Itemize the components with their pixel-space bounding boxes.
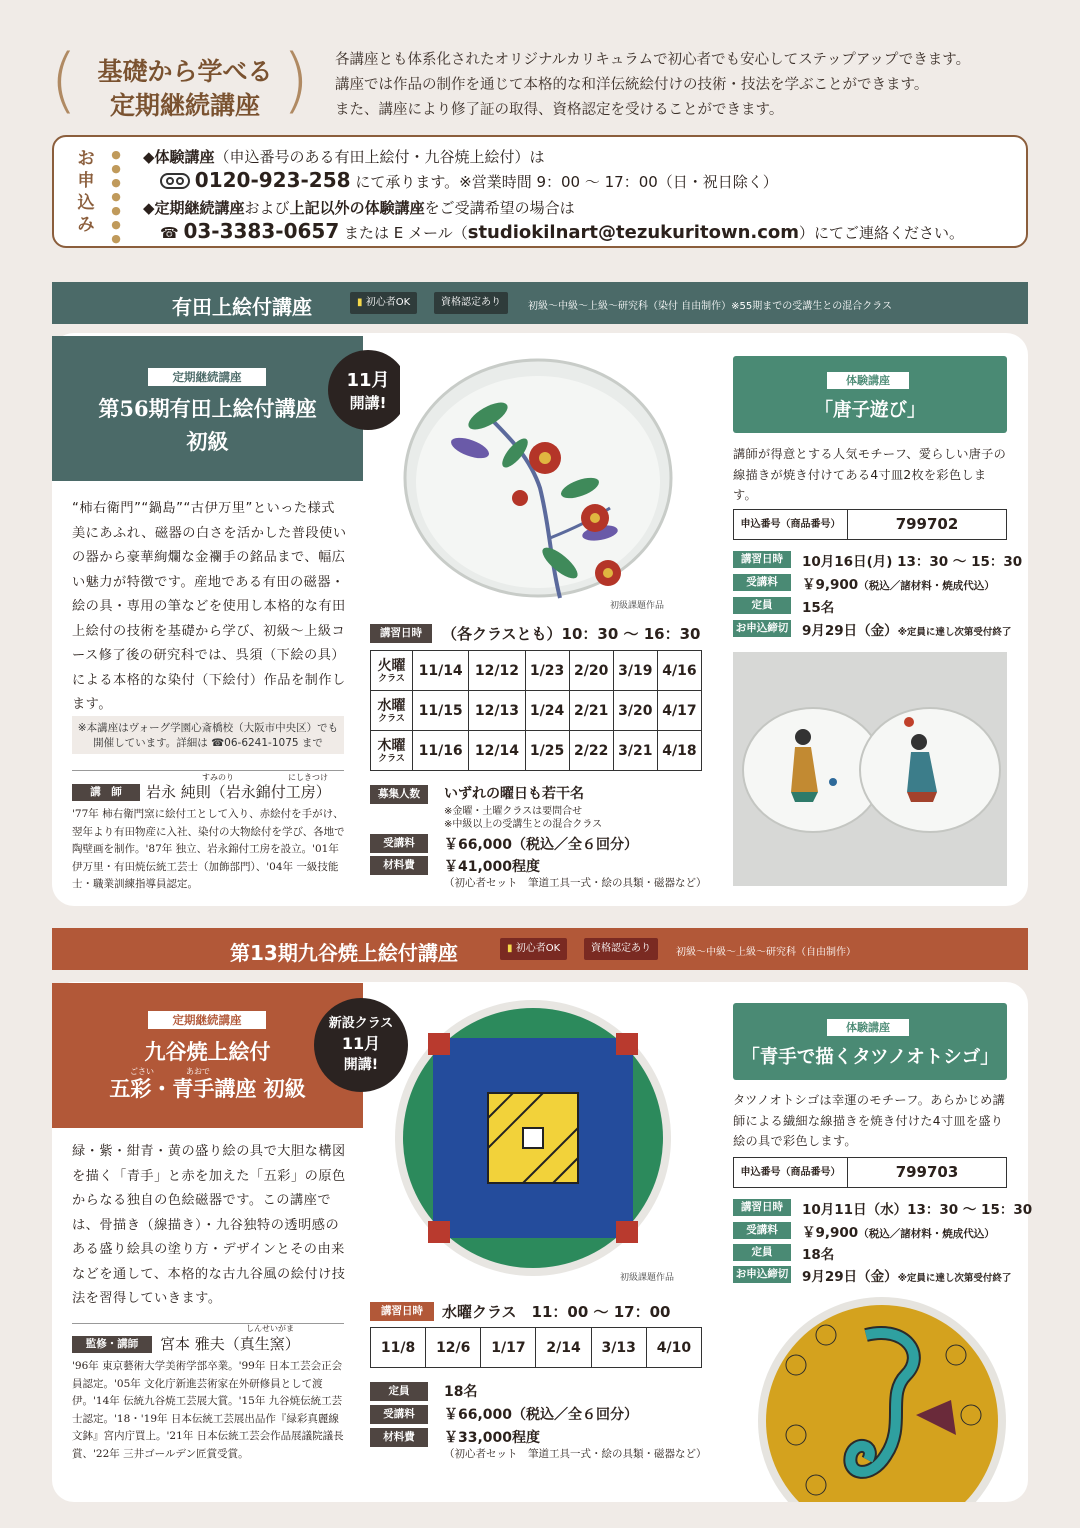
apply-label-char: お	[77, 149, 95, 169]
free-dial-icon	[160, 173, 190, 189]
trial-fee-note: （税込／諸材料・焼成代込）	[858, 580, 995, 592]
material-value: ￥33,000程度	[444, 1430, 541, 1446]
arita-bar-title: 有田上絵付講座	[172, 295, 312, 319]
apply-regular-label: ◆定期継続講座	[143, 199, 245, 217]
certification-badge: 資格認定あり	[434, 292, 508, 314]
schedule-row	[371, 731, 702, 771]
email-tail: ）にてご連絡ください。	[799, 224, 965, 242]
certification-badge: 資格認定あり	[584, 938, 658, 960]
teacher-bio: '77年 柿右衛門窯に絵付工として入り、赤絵付を手がけ、翌年より有田物産に入社、染付の大物絵付を学び、各地で陶壁画を制作。'87年 独立、岩永錦付工房を設立。'01年 伊万里・有田焼伝統工芸士（加飾部門）、'04年 一級技能士・職業訓練指導員認定。	[72, 808, 345, 890]
date-cell: 1/24	[525, 691, 569, 731]
date-cell: 2/20	[569, 651, 613, 691]
date-cell: 11/16	[413, 731, 469, 771]
divider	[72, 1323, 344, 1324]
material-note: （初心者セット 筆道工具一式・絵の具類・磁器など）	[444, 877, 707, 889]
date-cell: 4/16	[657, 651, 701, 691]
trial-number: 799702	[895, 515, 959, 533]
freedial-number[interactable]: 0120-923-258	[194, 168, 351, 192]
beginner-badge	[500, 938, 567, 960]
trial-capacity: 15名	[802, 600, 835, 616]
day-cell	[371, 731, 413, 771]
date-cell: 1/25	[525, 731, 569, 771]
apply-label-char: 申	[77, 171, 95, 191]
apply-line-1	[143, 146, 545, 167]
date-cell: 2/22	[569, 731, 613, 771]
right-bracket: )	[282, 39, 310, 121]
fee-label: 受講料	[370, 1405, 428, 1424]
teacher-ruby: しんせいがま	[246, 1324, 294, 1333]
arita-course-level: 初級	[186, 429, 229, 454]
arita-course-name: 第56期有田上絵付講座	[98, 396, 317, 421]
date-cell: 11/14	[413, 651, 469, 691]
day-sub: クラス	[378, 713, 405, 724]
trial-name: 「唐子遊び」	[814, 400, 926, 421]
arita-photo-caption: 初級課題作品	[610, 601, 665, 611]
trial-number: 799703	[895, 1163, 959, 1181]
arita-schedule-label: 講習日時	[370, 624, 432, 643]
recruit-note: ※金曜・土曜クラスは要問合せ	[444, 806, 583, 817]
apply-trial-label: ◆体験講座	[143, 148, 215, 166]
arita-description: “柿右衛門”“鍋島”“古伊万里”といった様式美にあふれ、磁器の白さを活かした普段使いの器から豪華絢爛な金襴手の銘品まで、幅広い魅力が特徴です。産地である有田の磁器・絵の具・専用の筆などを使用し本格的な有田上絵付の技術を基礎から学び、初級〜上級コース修了後の研究科では、呉須（下絵の具）による本格的な染付（下絵付）作品を制作します。	[72, 501, 347, 712]
teacher-label: 監修・講師	[72, 1336, 152, 1353]
fee-value: ￥66,000（税込／全６回分）	[444, 1407, 639, 1423]
apply-label	[72, 148, 100, 236]
material-label: 材料費	[370, 856, 428, 875]
teacher-ruby: にしきつけ	[288, 773, 328, 782]
trial-fee	[802, 573, 995, 593]
kutani-course-name: 九谷焼上絵付	[144, 1039, 271, 1064]
trial-fee-label: 受講料	[733, 1222, 791, 1239]
day-cell	[371, 691, 413, 731]
email-link[interactable]: studiokilnart@tezukuritown.com	[467, 222, 800, 243]
beginner-badge-label: 初心者OK	[365, 297, 411, 308]
kutani-photo-caption: 初級課題作品	[620, 1273, 675, 1283]
apply-and: および	[244, 199, 290, 217]
date-cell: 2/14	[536, 1328, 591, 1368]
intro-line: 講座では作品の制作を通じて本格的な和洋伝統絵付けの技術・技法を学ぶことができます。	[335, 77, 929, 93]
date-cell: 11/8	[371, 1328, 426, 1368]
date-cell: 12/6	[426, 1328, 481, 1368]
arita-schedule-table	[370, 650, 702, 771]
day-sub: クラス	[378, 753, 405, 764]
trial-capacity-label: 定員	[733, 1244, 791, 1261]
trial-deadline-label: お申込締切	[733, 620, 791, 637]
kutani-schedule-table	[370, 1327, 702, 1368]
open-new-class: 新設クラス	[328, 1016, 394, 1031]
trial-number-label: 申込番号（商品番号）	[734, 1158, 848, 1187]
date-cell: 4/10	[646, 1328, 701, 1368]
trial-deadline-label: お申込締切	[733, 1266, 791, 1283]
kutani-course-level: 五彩・青手講座 初級	[109, 1076, 306, 1101]
fee-label: 受講料	[370, 834, 428, 853]
beginner-badge	[350, 292, 417, 314]
trial-fee-value: ￥9,900	[802, 577, 859, 593]
header-title-line1: 基礎から学べる	[97, 57, 273, 86]
date-cell: 3/13	[591, 1328, 646, 1368]
apply-trial-text: （申込番号のある有田上絵付・九谷焼上絵付）は	[214, 148, 545, 166]
recruit-label: 募集人数	[370, 785, 428, 804]
trial-capacity-label: 定員	[733, 597, 791, 614]
day-cell	[371, 651, 413, 691]
trial-date: 10月11日（水）13：30 〜 15：30	[802, 1202, 1033, 1218]
trial-date-label: 講習日時	[733, 1199, 791, 1216]
teacher-name: 岩永 純則（岩永錦付工房）	[146, 783, 331, 801]
kutani-plate-photo	[393, 998, 673, 1278]
kutani-course-tag: 定期継続講座	[148, 1011, 266, 1029]
dot-divider: ● ● ● ● ● ● ●	[111, 148, 121, 245]
apply-other-text: をご受講希望の場合は	[424, 199, 575, 217]
open-month: 11月	[341, 1034, 381, 1053]
open-text: 開講!	[349, 394, 387, 412]
leaf-icon: ▮	[507, 943, 513, 954]
email-label: または E メール（	[344, 224, 468, 242]
material-label: 材料費	[370, 1428, 428, 1447]
trial-deadline-note: ※定員に達し次第受付終了	[897, 627, 1012, 638]
teacher-bio: '96年 東京藝術大学美術学部卒業。'99年 日本工芸会正会員認定。'05年 文化庁新進芸術家在外研修員として渡伊。'14年 伝統九谷焼工芸展大賞。'15年 九谷焼伝統工芸士認定。'18・'19年 日本伝統工芸展出品作『緑彩真麗線文鉢』宮内庁買上。'21年 日本伝統工芸会作品展議院議長賞、'22年 三井ゴールデン匠賞受賞。	[72, 1360, 344, 1460]
trial-deadline-value: 9月29日（金）	[802, 1269, 898, 1285]
arita-bar-note: 初級〜中級〜上級〜研究科（染付 自由制作）※55期までの受講生との混合クラス	[528, 301, 892, 312]
recruit-note: ※中級以上の受講生との混合クラス	[444, 819, 603, 830]
intro-line: また、講座により修了証の取得、資格認定を受けることができます。	[335, 102, 784, 118]
trial-date: 10月16日(月) 13：30 〜 15：30	[802, 554, 1023, 570]
branch-note-line: 開催しています。詳細は ☎06-6241-1075 まで	[93, 737, 323, 749]
recruit-value: いずれの曜日も若干名	[444, 786, 584, 802]
left-bracket: (	[50, 39, 78, 121]
date-cell: 1/17	[481, 1328, 536, 1368]
trial-tag: 体験講座	[827, 372, 909, 389]
date-cell: 12/14	[469, 731, 525, 771]
day-label: 火曜	[377, 657, 406, 674]
seahorse-plate-photo	[756, 1295, 1008, 1502]
trial-number-box	[733, 1157, 1007, 1188]
date-cell: 4/18	[657, 731, 701, 771]
schedule-row	[371, 651, 702, 691]
apply-label-char: 込	[77, 193, 95, 213]
trial-fee-note: （税込／諸材料・焼成代込）	[858, 1228, 995, 1240]
leaf-icon: ▮	[357, 297, 363, 308]
arita-schedule-time: （各クラスとも）10：30 〜 16：30	[442, 625, 701, 643]
schedule-row	[371, 1328, 702, 1368]
date-cell: 4/17	[657, 691, 701, 731]
apply-line-3	[143, 197, 575, 218]
apply-line-4	[160, 219, 964, 243]
apply-line-2	[160, 168, 778, 192]
trial-description: タツノオトシゴは幸運のモチーフ。あらかじめ講師による繊細な線描きを焼き付けた4寸皿を盛り絵の具で彩色します。	[733, 1093, 1006, 1148]
ruby-gosai: ごさい	[130, 1067, 154, 1076]
arita-open-badge	[328, 350, 408, 430]
trial-fee-value: ￥9,900	[802, 1225, 859, 1241]
trial-deadline-note: ※定員に達し次第受付終了	[897, 1273, 1012, 1284]
trial-capacity: 18名	[802, 1247, 835, 1263]
apply-other-label: 上記以外の体験講座	[289, 199, 425, 217]
phone-number[interactable]: 03-3383-0657	[183, 219, 340, 243]
divider	[72, 770, 344, 771]
intro-line: 各講座とも体系化されたオリジナルカリキュラムで初心者でも安心してステップアップできます。	[335, 52, 971, 68]
trial-fee	[802, 1221, 995, 1241]
date-cell: 1/23	[525, 651, 569, 691]
date-cell: 3/21	[613, 731, 657, 771]
trial-description: 講師が得意とする人気モチーフ、愛らしい唐子の線描きが焼き付けてある4寸皿2枚を彩色します。	[733, 447, 1007, 502]
trial-number-label: 申込番号（商品番号）	[734, 510, 848, 539]
date-cell: 11/15	[413, 691, 469, 731]
date-cell: 2/21	[569, 691, 613, 731]
schedule-row	[371, 691, 702, 731]
date-cell: 12/12	[469, 651, 525, 691]
kutani-schedule-time: 水曜クラス 11：00 〜 17：00	[442, 1303, 671, 1321]
trial-deadline-value: 9月29日（金）	[802, 623, 898, 639]
freedial-note: にて承ります。※営業時間 9：00 〜 17：00（日・祝日除く）	[355, 173, 778, 191]
material-value: ￥41,000程度	[444, 859, 541, 875]
date-cell: 3/19	[613, 651, 657, 691]
trial-fee-label: 受講料	[733, 574, 791, 591]
kutani-bar-title: 第13期九谷焼上絵付講座	[230, 941, 458, 965]
teacher-name: 宮本 雅夫（真生窯）	[160, 1335, 300, 1353]
trial-number-box	[733, 509, 1007, 540]
trial-deadline	[802, 1265, 1011, 1285]
trial-name: 「青手で描くタツノオトシゴ」	[741, 1047, 999, 1068]
day-label: 木曜	[377, 737, 406, 754]
open-text: 開講!	[343, 1057, 379, 1073]
header-intro	[335, 48, 1055, 123]
date-cell: 12/13	[469, 691, 525, 731]
ruby-aode: あおで	[186, 1067, 210, 1076]
kutani-schedule-label: 講習日時	[370, 1302, 434, 1321]
fee-value: ￥66,000（税込／全６回分）	[444, 837, 639, 853]
phone-icon: ☎	[160, 224, 179, 242]
kutani-bar-note: 初級〜中級〜上級〜研究科（自由制作）	[676, 947, 856, 958]
beginner-badge-label: 初心者OK	[515, 943, 561, 954]
arita-branch-note	[72, 716, 344, 754]
open-month: 11月	[346, 370, 390, 391]
day-sub: クラス	[378, 673, 405, 684]
trial-tag: 体験講座	[827, 1019, 909, 1036]
kutani-description: 緑・紫・紺青・黄の盛り絵の具で大胆な構図を描く「青手」と赤を加えた「五彩」の原色からなる独自の色絵磁器です。この講座では、骨描き（線描き）・九谷独特の透明感のある盛り絵具の塗り方・デザインとその由来などを通して、本格的な古九谷風の絵付け技法を習得していきます。	[72, 1144, 346, 1306]
trial-date-label: 講習日時	[733, 551, 791, 568]
apply-label-char: み	[77, 215, 95, 235]
capacity-label: 定員	[370, 1382, 428, 1401]
trial-deadline	[802, 619, 1011, 639]
day-label: 水曜	[377, 697, 406, 714]
teacher-ruby: すみのり	[202, 773, 234, 782]
teacher-label: 講 師	[72, 784, 140, 801]
arita-plate-photo	[400, 358, 675, 603]
arita-course-tag: 定期継続講座	[148, 368, 266, 386]
date-cell: 3/20	[613, 691, 657, 731]
header-title-line2: 定期継続講座	[109, 91, 260, 120]
karako-plates-photo	[733, 652, 1007, 886]
capacity-value: 18名	[444, 1384, 478, 1400]
material-note: （初心者セット 筆道工具一式・絵の具類・磁器など）	[444, 1448, 707, 1460]
branch-note-line: ※本講座はヴォーグ学園心斎橋校（大阪市中央区）でも	[77, 722, 339, 734]
